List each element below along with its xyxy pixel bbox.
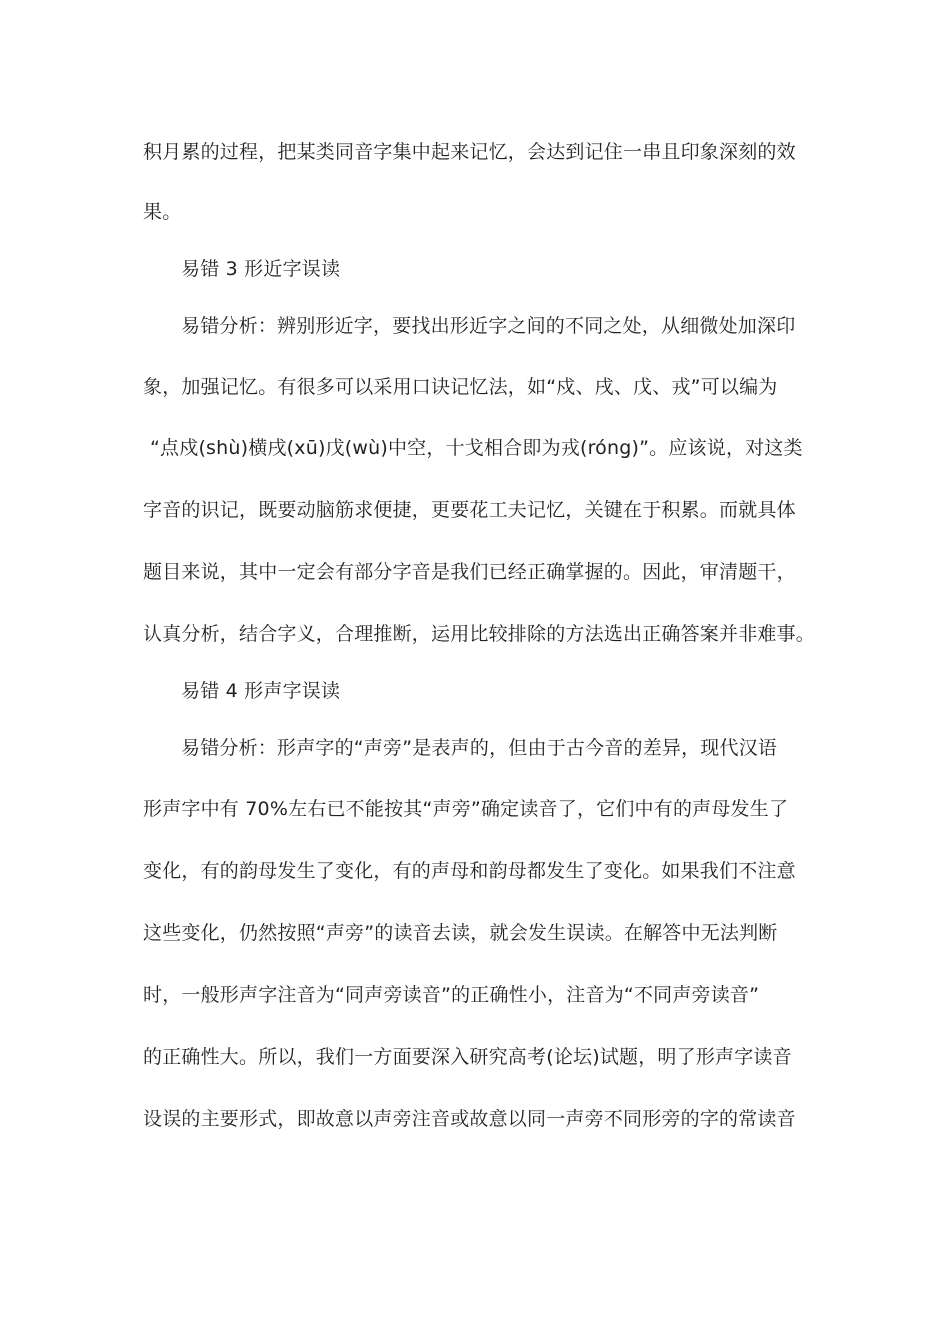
paragraph-line: 认真分析，结合字义，合理推断，运用比较排除的方法选出正确答案并非难事。: [143, 623, 816, 645]
paragraph-line: 题目来说，其中一定会有部分字音是我们已经正确掌握的。因此，审清题干，: [143, 561, 796, 583]
paragraph-line: “点戍(shù)横戌(xū)戊(wù)中空，十戈相合即为戎(róng)”。应该说，对这类: [150, 437, 803, 459]
paragraph-line: 设误的主要形式，即故意以声旁注音或故意以同一声旁不同形旁的字的常读音: [143, 1108, 796, 1130]
paragraph-line: 时，一般形声字注音为“同声旁读音”的正确性小，注音为“不同声旁读音”: [143, 984, 760, 1006]
paragraph-line: 这些变化，仍然按照“声旁”的读音去读，就会发生误读。在解答中无法判断: [143, 922, 778, 944]
paragraph-line: 的正确性大。所以，我们一方面要深入研究高考(论坛)试题，明了形声字读音: [143, 1046, 792, 1068]
paragraph-line: 易错分析：形声字的“声旁”是表声的，但由于古今音的差异，现代汉语: [181, 737, 778, 759]
paragraph-line: 字音的识记，既要动脑筋求便捷，更要花工夫记忆，关键在于积累。而就具体: [143, 499, 796, 521]
paragraph-line: 果。: [143, 201, 182, 223]
section-heading: 易错 4 形声字误读: [181, 680, 341, 702]
paragraph-line: 变化，有的韵母发生了变化，有的声母和韵母都发生了变化。如果我们不注意: [143, 860, 796, 882]
paragraph-line: 易错分析：辨别形近字，要找出形近字之间的不同之处，从细微处加深印: [181, 315, 796, 337]
paragraph-line: 形声字中有 70%左右已不能按其“声旁”确定读音了，它们中有的声母发生了: [143, 798, 789, 820]
paragraph-line: 象，加强记忆。有很多可以采用口诀记忆法，如“戍、戌、戊、戎”可以编为: [143, 376, 778, 398]
section-heading: 易错 3 形近字误读: [181, 258, 341, 280]
paragraph-line: 积月累的过程，把某类同音字集中起来记忆，会达到记住一串且印象深刻的效: [143, 141, 796, 163]
